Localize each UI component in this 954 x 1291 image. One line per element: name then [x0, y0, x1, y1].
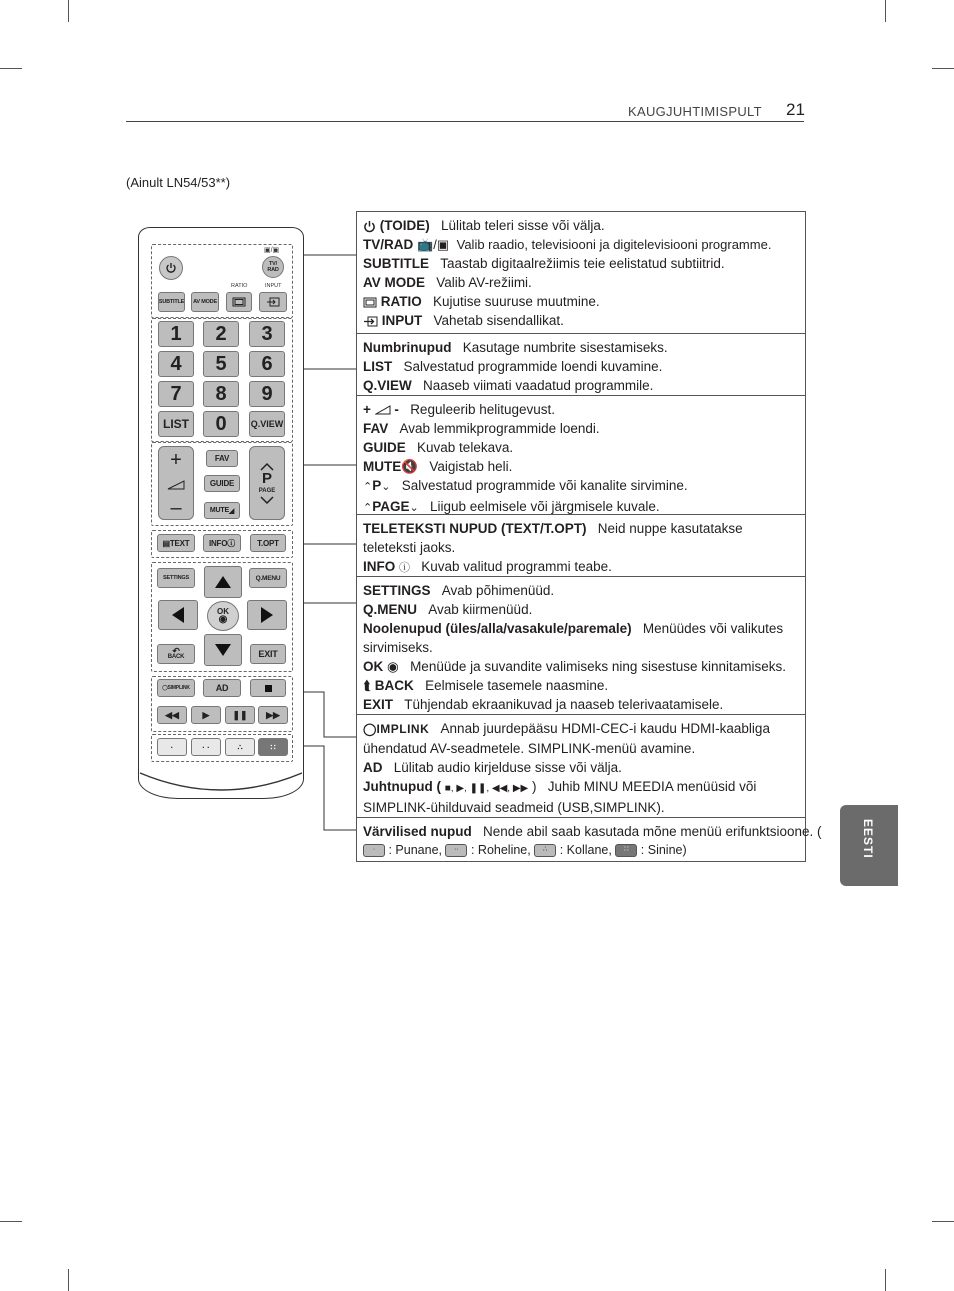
header-title: KAUGJUHTIMISPULT — [628, 104, 762, 119]
numbers-key: Numbrinupud — [363, 340, 452, 355]
mute-button[interactable] — [204, 502, 240, 519]
power-icon — [363, 220, 376, 233]
text-button[interactable] — [157, 534, 195, 552]
green-button[interactable] — [191, 738, 221, 756]
list-button[interactable]: LIST — [158, 411, 194, 437]
ok-icon: ◉ — [218, 614, 228, 625]
number-button-9[interactable]: 9 — [249, 381, 285, 407]
p-label: P — [261, 470, 272, 487]
p-text: Salvestatud programmide või kanalite sirvimine. — [401, 478, 688, 493]
mute-key: MUTE — [363, 459, 402, 474]
back-text: Eelmisele tasemele naasmine. — [425, 678, 609, 693]
list-key: LIST — [363, 359, 393, 374]
toide-text: Lülitab teleri sisse või välja. — [441, 218, 605, 233]
volume-down-icon: – — [170, 497, 182, 519]
subtitle-text: Taastab digitaalrežiimis teie eelistatud subtiitrid. — [440, 256, 725, 271]
remote-bottom-curve — [138, 767, 304, 827]
qview-text: Naaseb viimati vaadatud programmile. — [423, 378, 654, 393]
settings-text: Avab põhimenüüd. — [441, 583, 555, 598]
fast-forward-icon: ▶▶ — [266, 709, 280, 720]
input-button[interactable] — [259, 292, 287, 312]
number-button-6[interactable]: 6 — [249, 351, 285, 377]
rewind-button[interactable] — [157, 706, 187, 724]
avmode-text: Valib AV-režiimi. — [436, 275, 532, 290]
mute-icon: ◢ — [228, 507, 235, 515]
chevron-down-icon: ⌄ — [409, 502, 419, 514]
ad-key: AD — [363, 760, 383, 775]
section-simplink-media — [357, 715, 805, 818]
volume-icon — [167, 480, 185, 490]
info-icon: ⓘ — [227, 538, 236, 548]
remote-control-illustration — [138, 227, 304, 827]
info-icon: ⓘ — [399, 562, 411, 574]
media-control-icons: ■, ▶, ❚❚, ◀◀, ▶▶ — [444, 783, 529, 794]
up-arrow-button[interactable] — [204, 566, 242, 598]
yellow-button[interactable] — [225, 738, 255, 756]
number-button-3[interactable]: 3 — [249, 321, 285, 347]
p-key: P — [372, 478, 382, 493]
simplink-icon: ◯IMPLINK — [363, 722, 430, 736]
tvrad-key: TV/RAD — [363, 237, 414, 252]
stop-icon — [265, 685, 272, 692]
description-table — [356, 211, 822, 862]
toide-key: (TOIDE) — [379, 218, 430, 233]
section-color-buttons — [357, 818, 822, 862]
info-text: Kuvab valitud programmi teabe. — [421, 559, 612, 574]
exit-key: EXIT — [363, 697, 394, 712]
settings-button[interactable]: SETTINGS — [157, 568, 195, 588]
page-number: 21 — [786, 100, 805, 119]
tv-rad-icon: ▣/▣ — [264, 247, 280, 254]
number-button-8[interactable]: 8 — [203, 381, 239, 407]
ratio-key: RATIO — [380, 294, 422, 309]
control-key-end: ) — [532, 779, 537, 794]
av-mode-button[interactable]: AV MODE — [191, 292, 219, 312]
settings-key: SETTINGS — [363, 583, 431, 598]
input-text: Vahetab sisendallikat. — [433, 313, 564, 328]
yellow-button-icon: ∴ — [534, 844, 556, 857]
yellow-text: : Kollane, — [559, 843, 612, 857]
number-button-7[interactable]: 7 — [158, 381, 194, 407]
subtitle-button[interactable]: SUBTITLE — [158, 292, 185, 312]
ratio-label: RATIO — [231, 283, 248, 289]
section-navigation — [357, 577, 805, 715]
stop-button[interactable] — [250, 679, 286, 697]
chevron-up-icon: ⌃ — [363, 502, 373, 514]
input-icon — [266, 297, 280, 307]
pause-icon: ❚❚ — [232, 709, 248, 720]
model-note: (Ainult LN54/53**) — [126, 175, 231, 190]
number-button-0[interactable]: 0 — [203, 411, 239, 437]
green-dots-icon: · · — [202, 742, 210, 752]
number-button-2[interactable]: 2 — [203, 321, 239, 347]
info-key: INFO — [363, 559, 396, 574]
simplink-icon: ◯ — [162, 685, 168, 691]
tv-rad-button[interactable]: TV/ RAD — [262, 256, 284, 278]
ok-icon: ◉ — [387, 659, 399, 674]
power-icon — [165, 262, 177, 274]
color-text: Nende abil saab kasutada mõne menüü erifunktsioone. ( — [483, 824, 822, 839]
simplink-label: SIMPLINK — [167, 685, 190, 691]
red-button[interactable] — [157, 738, 187, 756]
volume-text: Reguleerib helitugevust. — [410, 402, 556, 417]
number-button-1[interactable]: 1 — [158, 321, 194, 347]
fav-key: FAV — [363, 421, 389, 436]
blue-button[interactable] — [258, 738, 288, 756]
down-arrow-button[interactable] — [204, 634, 242, 666]
subtitle-key: SUBTITLE — [363, 256, 429, 271]
ratio-text: Kujutise suuruse muutmine. — [433, 294, 600, 309]
fast-forward-button[interactable] — [258, 706, 288, 724]
exit-text: Tühjendab ekraanikuvad ja naaseb telerivaatamisele. — [404, 697, 724, 712]
ok-text: Menüüde ja suvandite valimiseks ning sisestuse kinnitamiseks. — [410, 659, 786, 674]
back-icon: ⮬ — [363, 678, 372, 693]
page-text: Liigub eelmisele või järgmisele kuvale. — [429, 499, 660, 514]
chevron-up-icon: ⌃ — [363, 481, 373, 493]
ok-key: OK — [363, 659, 384, 674]
color-key: Värvilised nupud — [363, 824, 472, 839]
red-dot-icon: · — [170, 742, 174, 752]
qmenu-text: Avab kiirmenüüd. — [428, 602, 533, 617]
list-text: Salvestatud programmide loendi kuvamine. — [403, 359, 663, 374]
info-label: INFO — [208, 538, 228, 548]
yellow-dots-icon: ∴ — [237, 742, 243, 752]
number-button-5[interactable]: 5 — [203, 351, 239, 377]
section-volume-channel — [357, 396, 805, 515]
text-icon: ▤ — [162, 538, 170, 548]
ad-text: Lülitab audio kirjelduse sisse või välja. — [393, 760, 622, 775]
ok-label: OK — [217, 607, 229, 616]
ratio-icon — [363, 297, 377, 308]
text-label: TEXT — [169, 538, 190, 548]
volume-key-plus: + — [363, 402, 371, 417]
mute-text: Vaigistab heli. — [429, 459, 513, 474]
guide-key: GUIDE — [363, 440, 406, 455]
green-button-icon: ·· — [445, 844, 467, 857]
mute-label: MUTE — [209, 507, 229, 514]
volume-icon — [375, 405, 391, 415]
arrow-right-icon — [260, 606, 274, 624]
blue-button-icon: ∷ — [615, 844, 637, 857]
nav-key: Noolenupud (üles/alla/vasakule/paremale) — [363, 621, 632, 636]
left-arrow-button[interactable] — [158, 600, 198, 630]
rewind-icon: ◀◀ — [165, 709, 179, 720]
guide-text: Kuvab telekava. — [417, 440, 514, 455]
arrow-left-icon — [171, 606, 185, 624]
simplink-button[interactable] — [157, 679, 195, 697]
power-button[interactable] — [159, 256, 183, 280]
back-key: BACK — [374, 678, 414, 693]
exit-button[interactable]: EXIT — [250, 644, 286, 664]
ratio-icon — [232, 297, 246, 307]
right-arrow-button[interactable] — [247, 600, 287, 630]
pause-button[interactable] — [225, 706, 255, 724]
topt-button[interactable]: T.OPT — [250, 534, 286, 552]
qmenu-key: Q.MENU — [363, 602, 417, 617]
tv-rad-icon: 📺/▣ — [417, 237, 450, 252]
play-icon: ▶ — [202, 709, 210, 720]
ratio-button[interactable] — [226, 292, 252, 312]
teletext-text: Neid nuppe kasutatakse teleteksti jaoks. — [363, 521, 743, 555]
section-numbers — [357, 334, 805, 396]
chevron-down-icon: ⌄ — [381, 481, 391, 493]
channel-page-rocker[interactable] — [249, 446, 285, 520]
back-icon: ↶ — [172, 646, 180, 656]
chevron-down-icon — [259, 495, 275, 504]
section-power-input — [357, 212, 805, 334]
nav-text: Menüüdes või valikutes sirvimiseks. — [363, 621, 784, 655]
tvrad-text: Valib raadio, televisiooni ja digitelevisiooni programme. — [456, 237, 772, 252]
volume-rocker[interactable] — [158, 446, 194, 520]
teletext-key: TELETEKSTI NUPUD (TEXT/T.OPT) — [363, 521, 587, 536]
avmode-key: AV MODE — [363, 275, 426, 290]
page-label: PAGE — [258, 488, 276, 494]
qview-button[interactable]: Q.VIEW — [249, 411, 285, 437]
page-key: PAGE — [372, 499, 410, 514]
section-teletext — [357, 515, 805, 577]
numbers-text: Kasutage numbrite sisestamiseks. — [462, 340, 668, 355]
ok-button[interactable] — [207, 601, 239, 631]
input-label: INPUT — [265, 283, 282, 289]
blue-dots-icon: ∷ — [270, 742, 276, 752]
volume-key-minus: - — [394, 402, 399, 417]
red-button-icon: · — [363, 844, 385, 857]
input-key: INPUT — [381, 313, 423, 328]
play-button[interactable] — [191, 706, 221, 724]
language-tab-label: EESTI — [861, 819, 875, 859]
back-button[interactable] — [157, 644, 195, 664]
input-icon — [363, 316, 378, 327]
guide-button[interactable]: GUIDE — [204, 475, 240, 492]
fav-text: Avab lemmikprogrammide loendi. — [399, 421, 600, 436]
control-key: Juhtnupud ( — [363, 779, 441, 794]
mute-icon: 🔇 — [401, 459, 419, 474]
blue-text: : Sinine) — [640, 843, 687, 857]
qmenu-button[interactable]: Q.MENU — [249, 568, 287, 588]
number-button-4[interactable]: 4 — [158, 351, 194, 377]
info-button[interactable] — [203, 534, 241, 552]
red-text: : Punane, — [388, 843, 442, 857]
green-text: : Roheline, — [470, 843, 531, 857]
arrow-up-icon — [214, 575, 232, 589]
arrow-down-icon — [214, 643, 232, 657]
qview-key: Q.VIEW — [363, 378, 412, 393]
volume-up-icon: + — [170, 449, 182, 471]
ad-button[interactable]: AD — [203, 679, 241, 697]
fav-button[interactable]: FAV — [206, 450, 238, 467]
control-text: Juhib MINU MEEDIA menüüsid või SIMPLINK-ühilduvaid seadmeid (USB,SIMPLINK). — [363, 779, 757, 815]
back-label: BACK — [167, 654, 185, 660]
simplink-text: Annab juurdepääsu HDMI-CEC-i kaudu HDMI-kaabliga ühendatud AV-seadmetele. SIMPLINK-menüü avamine. — [363, 721, 770, 756]
